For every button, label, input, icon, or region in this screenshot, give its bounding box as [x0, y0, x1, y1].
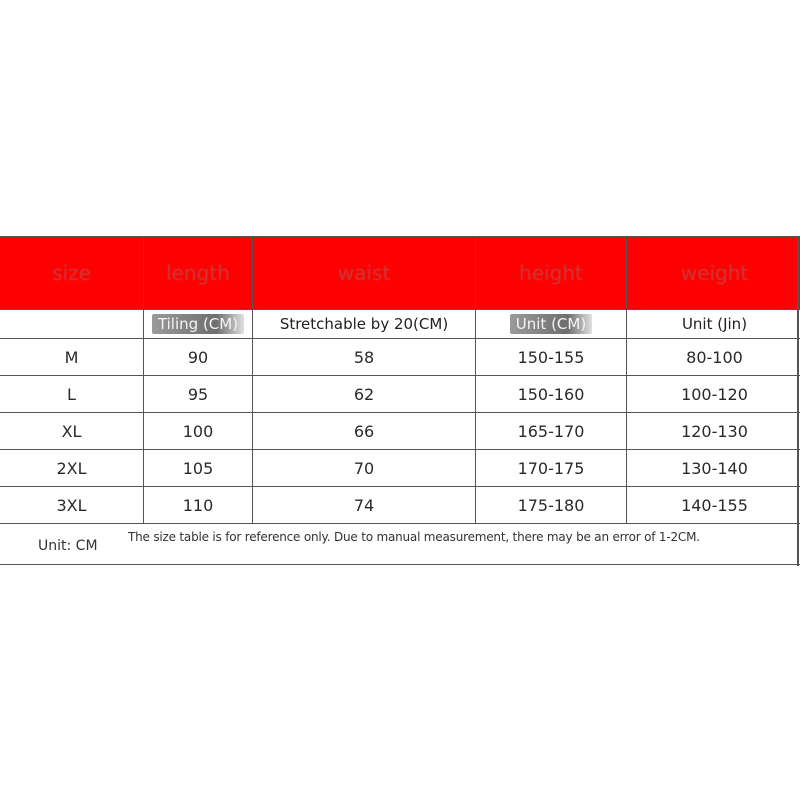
header-waist-label: waist	[337, 261, 391, 285]
cell-length: 105	[144, 450, 253, 487]
table-row	[0, 376, 800, 413]
header-height	[476, 237, 627, 310]
table-row	[0, 339, 800, 376]
cell-size: 2XL	[0, 450, 144, 487]
table-row	[0, 450, 800, 487]
header-length	[144, 237, 253, 310]
cell-waist: 62	[253, 376, 476, 413]
cell-length: 100	[144, 413, 253, 450]
header-waist	[253, 237, 476, 310]
header-size-label: size	[52, 261, 91, 285]
cell-weight: 100-120	[627, 376, 800, 413]
table-row	[0, 413, 800, 450]
footer-note: The size table is for reference only. Due to manual measurement, there may be an error of 1-2CM.	[128, 530, 700, 544]
unit-weight	[627, 310, 800, 339]
cell-waist: 66	[253, 413, 476, 450]
header-height-label: height	[519, 261, 583, 285]
unit-length-label: Tiling (CM)	[152, 314, 244, 334]
cell-height: 175-180	[476, 487, 627, 524]
cell-height: 150-160	[476, 376, 627, 413]
cell-height: 165-170	[476, 413, 627, 450]
header-weight-label: weight	[680, 261, 749, 285]
header-size	[0, 237, 144, 310]
cell-length: 110	[144, 487, 253, 524]
cell-waist: 70	[253, 450, 476, 487]
cell-length: 95	[144, 376, 253, 413]
cell-height: 150-155	[476, 339, 627, 376]
unit-row	[0, 310, 800, 339]
cell-height: 170-175	[476, 450, 627, 487]
cell-size: L	[0, 376, 144, 413]
cell-weight: 80-100	[627, 339, 800, 376]
cell-waist: 74	[253, 487, 476, 524]
header-row	[0, 237, 800, 310]
unit-height	[476, 310, 627, 339]
cell-size: M	[0, 339, 144, 376]
footer-unit-label: Unit: CM	[38, 538, 98, 554]
size-table	[0, 236, 800, 524]
cell-size: 3XL	[0, 487, 144, 524]
header-length-label: length	[166, 261, 230, 285]
unit-height-label: Unit (CM)	[510, 314, 592, 334]
unit-size	[0, 310, 144, 339]
size-table-container	[0, 236, 800, 566]
cell-waist: 58	[253, 339, 476, 376]
unit-waist-label: Stretchable by 20(CM)	[279, 315, 449, 333]
header-weight	[627, 237, 800, 310]
cell-weight: 120-130	[627, 413, 800, 450]
cell-weight: 140-155	[627, 487, 800, 524]
cell-length: 90	[144, 339, 253, 376]
unit-length	[144, 310, 253, 339]
unit-waist	[253, 310, 476, 339]
table-footer	[0, 522, 800, 565]
table-row	[0, 487, 800, 524]
cell-weight: 130-140	[627, 450, 800, 487]
unit-weight-label: Unit (Jin)	[681, 315, 748, 333]
cell-size: XL	[0, 413, 144, 450]
table-right-border	[797, 236, 799, 566]
